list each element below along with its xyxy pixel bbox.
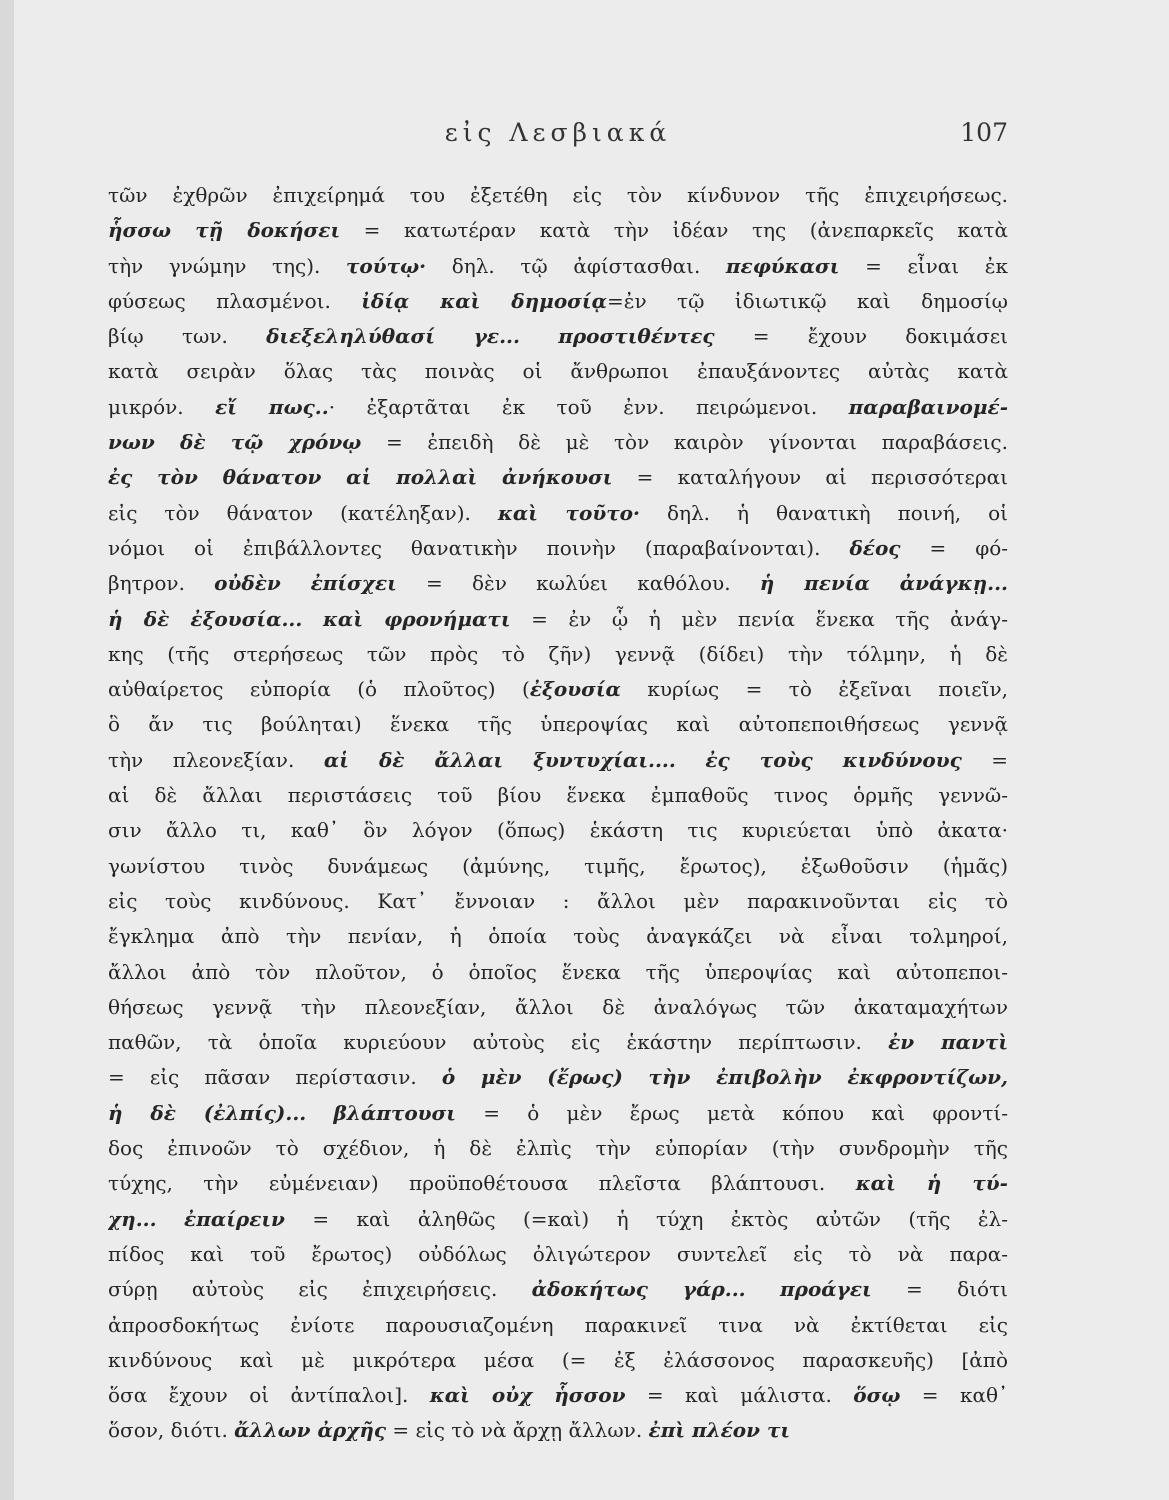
commentary-text-segment: = εἰς πᾶσαν περίστασιν. [108, 1065, 442, 1090]
text-line [108, 213, 1008, 248]
lemma-text: ἐπὶ πλέον τι [648, 1418, 791, 1443]
commentary-text-segment: =ἐν τῷ ἰδιωτικῷ καὶ δημοσίῳ [606, 288, 1008, 313]
commentary-text-segment: = καὶ μάλιστα. [625, 1383, 854, 1408]
text-line [108, 743, 1008, 778]
commentary-text-segment: = φό- [900, 535, 1008, 560]
commentary-text-segment: τὴν γνώμην της). [108, 253, 346, 278]
lemma-text: εἴ πως.. [215, 394, 329, 419]
text-line [108, 319, 1008, 354]
commentary-text-segment: φύσεως πλασμένοι. [108, 288, 362, 313]
page-number: 107 [960, 118, 1008, 147]
text-line [108, 1308, 1008, 1343]
text-line [108, 1060, 1008, 1095]
text-line [108, 1343, 1008, 1378]
lemma-text: ἐς τὸν θάνατον αἱ πολλαὶ ἀνήκουσι [108, 465, 613, 490]
lemma-text: ἐπαίρειν [184, 1206, 285, 1231]
commentary-text-segment: εἰς τὸν θάνατον (κατέληξαν). [108, 500, 498, 525]
lemma-text: ἄλλων ἀρχῆς [234, 1418, 387, 1443]
lemma-text: ἡ πενία ἀνάγκῃ... [759, 571, 1008, 596]
commentary-text-segment: ἀπροσδοκήτως ἐνίοτε παρουσιαζομένη παρακινεῖ τινα νὰ ἐκτίθεται εἰς [108, 1312, 1008, 1337]
commentary-text-segment [306, 1101, 333, 1125]
commentary-text-segment: = καὶ ἀληθῶς (=καὶ) ἡ τύχη ἐκτὸς αὐτῶν (τῆς ἐλ- [284, 1206, 1008, 1231]
lemma-text: καὶ φρονήματι [322, 606, 511, 631]
commentary-text-segment: = ἐν ᾧ ἡ μὲν πενία ἕνεκα τῆς ἀνάγ- [510, 606, 1008, 631]
text-line [108, 1131, 1008, 1166]
lemma-text: καὶ ἡ τύ- [855, 1171, 1008, 1196]
commentary-text-segment: πίδος καὶ τοῦ ἔρωτος) οὐδόλως ὀλιγώτερον συντελεῖ εἰς τὸ νὰ παρα- [108, 1241, 1008, 1266]
lemma-text: ὁ μὲν (ἔρως) τὴν ἐπιβολὴν ἐκφροντίζων, [441, 1065, 1008, 1090]
commentary-text-segment: κυρίως = τὸ ἐξεῖναι ποιεῖν, [620, 677, 1008, 702]
lemma-text: ὅσῳ [853, 1383, 901, 1408]
lemma-text: ἡ δὲ (ἐλπίς)... [108, 1100, 307, 1125]
text-line [108, 849, 1008, 884]
commentary-text-segment: τῶν ἐχθρῶν ἐπιχείρημά του ἐξετέθη εἰς τὸν κίνδυνον τῆς ἐπιχειρήσεως. [108, 183, 1008, 207]
text-line [108, 990, 1008, 1025]
lemma-text: οὐδὲν ἐπίσχει [214, 571, 397, 596]
running-head: εἰς Λεσβιακά [444, 118, 672, 147]
commentary-text-segment: = δὲν κωλύει καθόλου. [396, 571, 760, 596]
commentary-text-segment: παθῶν, τὰ ὁποῖα κυριεύουν αὐτοὺς εἰς ἑκάστην περίπτωσιν. [108, 1030, 889, 1055]
text-line [108, 884, 1008, 919]
lemma-text: ἰδίᾳ καὶ δημοσίᾳ [361, 288, 607, 313]
lemma-text: διεξεληλύθασί γε... [266, 324, 520, 349]
commentary-text-segment: δος ἐπινοῶν τὸ σχέδιον, ἡ δὲ ἐλπὶς τὴν εὐπορίαν (τὴν συνδρομὴν τῆς [108, 1136, 1008, 1161]
commentary-text-segment: ὅσον, διότι. [108, 1418, 235, 1443]
commentary-text-segment: = καθ᾽ [900, 1383, 1008, 1408]
commentary-text-segment: τύχης, τὴν εὐμένειαν) προϋποθέτουσα πλεῖστα βλάπτουσι. [108, 1171, 856, 1196]
commentary-text-segment: κατὰ σειρὰν ὅλας τὰς ποινὰς οἱ ἄνθρωποι ἐπαυξάνοντες αὐτὰς κατὰ [108, 359, 1008, 384]
lemma-text: ἐν παντὶ [888, 1030, 1008, 1055]
text-line [108, 249, 1008, 284]
commentary-text-segment: γωνίστου τινὸς δυνάμεως (ἀμύνης, τιμῆς, ἔρωτος), ἐξωθοῦσιν (ἡμᾶς) [108, 853, 1008, 878]
lemma-text: προάγει [780, 1277, 872, 1302]
commentary-text-segment: σύρῃ αὐτοὺς εἰς ἐπιχειρήσεις. [108, 1277, 532, 1302]
text-line [108, 602, 1008, 637]
text-line [108, 707, 1008, 742]
commentary-text-segment: = ἐπειδὴ δὲ μὲ τὸν καιρὸν γίνονται παραβάσεις. [361, 430, 1008, 455]
text-line [108, 1378, 1008, 1413]
commentary-text-segment: μικρόν. [108, 394, 216, 419]
lemma-text: χη... [108, 1206, 157, 1231]
page-header [108, 118, 1008, 152]
text-line [108, 354, 1008, 389]
text-line [108, 531, 1008, 566]
commentary-text-segment: ὅσα ἔχουν οἱ ἀντίπαλοι]. [108, 1383, 430, 1408]
commentary-text-segment: σιν ἄλλο τι, καθ᾽ ὃν λόγον (ὅπως) ἑκάστη τις κυριεύεται ὑπὸ ἀκατα· [108, 818, 1008, 843]
commentary-text-segment: αἱ δὲ ἄλλαι περιστάσεις τοῦ βίου ἕνεκα ἐμπαθοῦς τινος ὁρμῆς γεννῶ- [108, 783, 1008, 808]
commentary-text-segment: = ὁ μὲν ἔρως μετὰ κόπου καὶ φροντί- [455, 1100, 1008, 1125]
lemma-text: καὶ τοῦτο· [497, 500, 640, 525]
commentary-text-segment: = κατωτέραν κατὰ τὴν ἰδέαν της (ἀνεπαρκεῖς κατὰ [340, 218, 1008, 243]
commentary-text-segment [676, 748, 706, 772]
text-line [108, 1202, 1008, 1237]
text-line [108, 425, 1008, 460]
lemma-text: βλάπτουσι [333, 1100, 456, 1125]
lemma-text: ἐξουσία [529, 677, 621, 702]
lemma-text: προστιθέντες [558, 324, 715, 349]
text-line [108, 778, 1008, 813]
lemma-text: καὶ οὐχ ἧσσον [429, 1383, 626, 1408]
commentary-text-segment: ὃ ἄν τις βούληται) ἕνεκα τῆς ὑπεροψίας καὶ αὐτοπεποιθήσεως γεννᾷ [108, 712, 1008, 737]
text-line [108, 813, 1008, 848]
text-line [108, 672, 1008, 707]
commentary-text-segment: βίῳ των. [108, 324, 267, 349]
text-line [108, 390, 1008, 425]
text-line [108, 178, 1008, 213]
text-line [108, 1237, 1008, 1272]
commentary-text-segment: εἰς τοὺς κινδύνους. Κατ᾽ ἔννοιαν : ἄλλοι μὲν παρακινοῦνται εἰς τὸ [108, 888, 1008, 913]
lemma-text: δέος [849, 535, 901, 560]
text-line [108, 496, 1008, 531]
commentary-text-segment: = εἶναι ἐκ [839, 253, 1008, 278]
text-line [108, 1413, 1008, 1448]
page-edge-shadow [0, 0, 14, 1500]
commentary-text-segment: = [961, 747, 1008, 772]
lemma-text: νων δὲ τῷ χρόνῳ [108, 430, 362, 455]
commentary-text-segment: δηλ. τῷ ἀφίστασθαι. [426, 253, 726, 278]
commentary-text-segment: νόμοι οἱ ἐπιβάλλοντες θανατικὴν ποινὴν (παραβαίνονται). [108, 535, 850, 560]
text-line [108, 637, 1008, 672]
lemma-text: ἀδοκήτως γάρ... [531, 1277, 746, 1302]
commentary-text-segment: ἔγκλημα ἀπὸ τὴν πενίαν, ἡ ὁποία τοὺς ἀναγκάζει νὰ εἶναι τολμηροί, [108, 924, 1008, 949]
commentary-text [108, 178, 1008, 1449]
commentary-text-segment: δηλ. ἡ θανατικὴ ποινή, οἱ [639, 500, 1008, 525]
commentary-text-segment: = εἰς τὸ νὰ ἄρχῃ ἄλλων. [386, 1418, 649, 1443]
lemma-text: ἐς τοὺς κινδύνους [705, 747, 962, 772]
text-line [108, 566, 1008, 601]
lemma-text: παραβαινομέ- [848, 394, 1008, 419]
commentary-text-segment: ἄλλοι ἀπὸ τὸν πλοῦτον, ὁ ὁποῖος ἕνεκα τῆς ὑπεροψίας καὶ αὐτοπεποι- [108, 959, 1008, 984]
commentary-text-segment: = καταλήγουν αἱ περισσότεραι [612, 465, 1008, 490]
lemma-text: ἡ δὲ ἐξουσία... [108, 606, 303, 631]
text-line [108, 1166, 1008, 1201]
text-line [108, 955, 1008, 990]
lemma-text: τούτῳ· [345, 253, 427, 278]
lemma-text: αἱ δὲ ἄλλαι ξυντυχίαι.... [323, 747, 676, 772]
lemma-text: πεφύκασι [725, 253, 840, 278]
commentary-text-segment: κινδύνους καὶ μὲ μικρότερα μέσα (= ἐξ ἐλάσσονος παρασκευῆς) [ἀπὸ [108, 1347, 1008, 1372]
text-line [108, 1096, 1008, 1131]
commentary-text-segment [520, 324, 558, 348]
commentary-text-segment: αὐθαίρετος εὐπορία (ὁ πλοῦτος) ( [108, 677, 530, 702]
commentary-text-segment: θήσεως γεννᾷ τὴν πλεονεξίαν, ἄλλοι δὲ ἀναλόγως τῶν ἀκαταμαχήτων [108, 994, 1008, 1019]
commentary-text-segment: = ἔχουν δοκιμάσει [714, 324, 1008, 349]
commentary-text-segment [302, 607, 323, 631]
commentary-text-segment [157, 1207, 184, 1231]
commentary-text-segment: τὴν πλεονεξίαν. [108, 747, 324, 772]
commentary-text-segment: = διότι [871, 1277, 1008, 1302]
text-line [108, 284, 1008, 319]
commentary-text-segment: · ἐξαρτᾶται ἐκ τοῦ ἐνν. πειρώμενοι. [328, 394, 849, 419]
text-line [108, 1025, 1008, 1060]
text-line [108, 460, 1008, 495]
commentary-text-segment: βητρον. [108, 571, 215, 596]
commentary-text-segment: κης (τῆς στερήσεως τῶν πρὸς τὸ ζῆν) γεννᾷ (δίδει) τὴν τόλμην, ἡ δὲ [108, 641, 1008, 666]
commentary-text-segment [746, 1277, 780, 1301]
text-line [108, 919, 1008, 954]
text-line [108, 1272, 1008, 1307]
lemma-text: ἧσσω τῇ δοκήσει [108, 218, 341, 243]
